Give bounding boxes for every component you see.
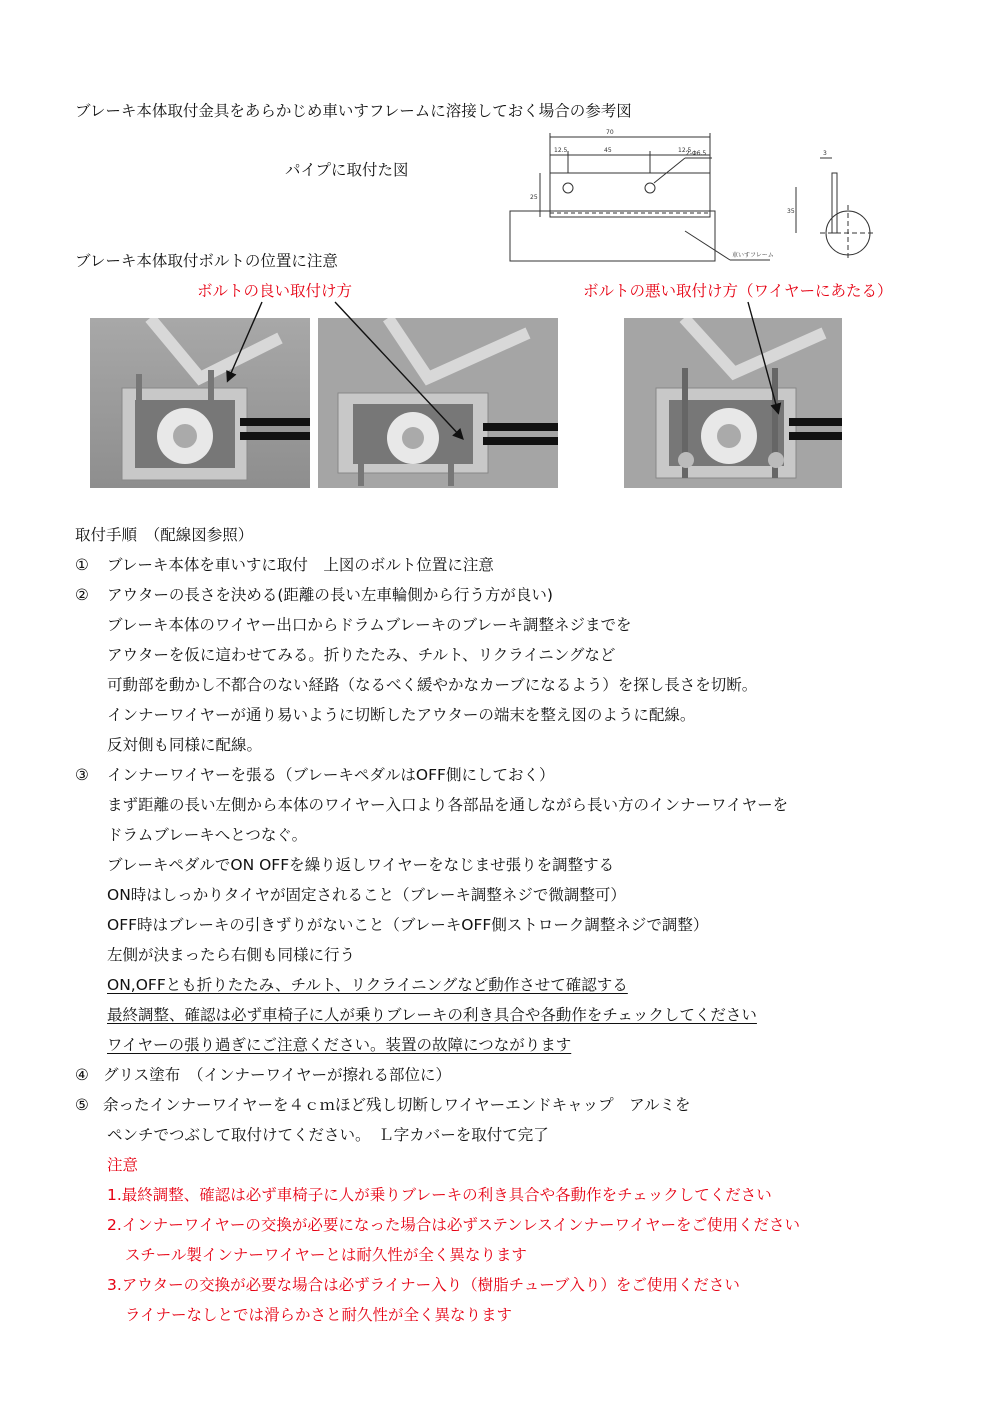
heading-weld-reference: ブレーキ本体取付金具をあらかじめ車いすフレームに溶接しておく場合の参考図 [75, 102, 632, 120]
pipe-caption: パイプに取付た図 [285, 161, 409, 179]
dim-frame-label: 車いすフレーム [732, 252, 774, 259]
step-num-2: ② [75, 586, 89, 604]
step-text-2: アウターの長さを決める(距離の長い左車輪側から行う方が良い) [107, 586, 553, 604]
note-line: 3.アウターの交換が必要な場合は必ずライナー入り（樹脂チューブ入り）をご使用ください [107, 1276, 740, 1294]
dim-right: 12.5 [678, 147, 692, 154]
step2-line: 可動部を動かし不都合のない経路（なるべく緩やかなカーブになるよう）を探し長さを切断。 [107, 676, 758, 694]
heading-bolt-position: ブレーキ本体取付ボルトの位置に注意 [75, 252, 338, 270]
note-line: 2.インナーワイヤーの交換が必要になった場合は必ずステンレスインナーワイヤーをご使用ください [107, 1216, 800, 1234]
step3-line: まず距離の長い左側から本体のワイヤー入口より各部品を通しながら長い方のインナーワイヤーを [107, 796, 789, 814]
step3-underlined-line: ワイヤーの張り過ぎにご注意ください。装置の故障につながります [107, 1036, 572, 1054]
note-line: ライナーなしとでは滑らかさと耐久性が全く異なります [125, 1306, 513, 1324]
step-text-4: グリス塗布 （インナーワイヤーが擦れる部位に） [103, 1066, 451, 1084]
step-text-3: インナーワイヤーを張る（ブレーキペダルはOFF側にしておく） [107, 766, 555, 784]
step5-line: ペンチでつぶして取付けてください。 Ｌ字カバーを取付て完了 [107, 1126, 549, 1144]
notes-title: 注意 [107, 1156, 139, 1174]
step2-line: 反対側も同様に配線。 [107, 736, 263, 754]
dim-side-thickness: 3 [823, 150, 827, 157]
step3-line: ブレーキペダルでON OFFを繰り返しワイヤーをなじませ張りを調整する [107, 856, 615, 874]
step3-line: 左側が決まったら右側も同様に行う [107, 946, 356, 964]
step-num-4: ④ [75, 1066, 89, 1084]
dim-height: 25 [530, 194, 538, 201]
step2-line: アウターを仮に這わせてみる。折りたたみ、チルト、リクライニングなど [107, 646, 616, 664]
dim-hole: 2-Φ6.5 [686, 150, 707, 157]
step2-line: ブレーキ本体のワイヤー出口からドラムブレーキのブレーキ調整ネジまでを [107, 616, 632, 634]
step-num-1: ① [75, 556, 89, 574]
step-num-3: ③ [75, 766, 89, 784]
step3-line: OFF時はブレーキの引きずりがないこと（ブレーキOFF側ストローク調整ネジで調整） [107, 916, 709, 934]
step3-line: ON時はしっかりタイヤが固定されること（ブレーキ調整ネジで微調整可） [107, 886, 626, 904]
step3-underlined-line: 最終調整、確認は必ず車椅子に人が乗りブレーキの利き具合や各動作をチェックしてください [107, 1006, 757, 1024]
step-text-1: ブレーキ本体を車いすに取付 上図のボルト位置に注意 [107, 556, 494, 574]
procedure-title: 取付手順 （配線図参照） [75, 526, 254, 544]
dim-mid: 45 [604, 147, 612, 154]
note-line: 1.最終調整、確認は必ず車椅子に人が乗りブレーキの利き具合や各動作をチェックしてください [107, 1186, 772, 1204]
step-num-5: ⑤ [75, 1096, 89, 1114]
step3-underlined-line: ON,OFFとも折りたたみ、チルト、リクライニングなど動作させて確認する [107, 976, 628, 994]
dim-side-height: 35 [787, 208, 795, 215]
label-bad-mount: ボルトの悪い取付け方（ワイヤーにあたる） [583, 282, 893, 300]
label-good-mount: ボルトの良い取付け方 [197, 282, 353, 300]
step-text-5: 余ったインナーワイヤーを４ｃｍほど残し切断しワイヤーエンドキャップ アルミを [103, 1096, 691, 1114]
note-line: スチール製インナーワイヤーとは耐久性が全く異なります [125, 1246, 527, 1264]
dim-left: 12.5 [554, 147, 568, 154]
step2-line: インナーワイヤーが通り易いように切断したアウターの端末を整え図のように配線。 [107, 706, 696, 724]
step3-line: ドラムブレーキへとつなぐ。 [107, 826, 308, 844]
dim-total: 70 [606, 129, 614, 136]
pointer-arrows [0, 0, 1000, 500]
